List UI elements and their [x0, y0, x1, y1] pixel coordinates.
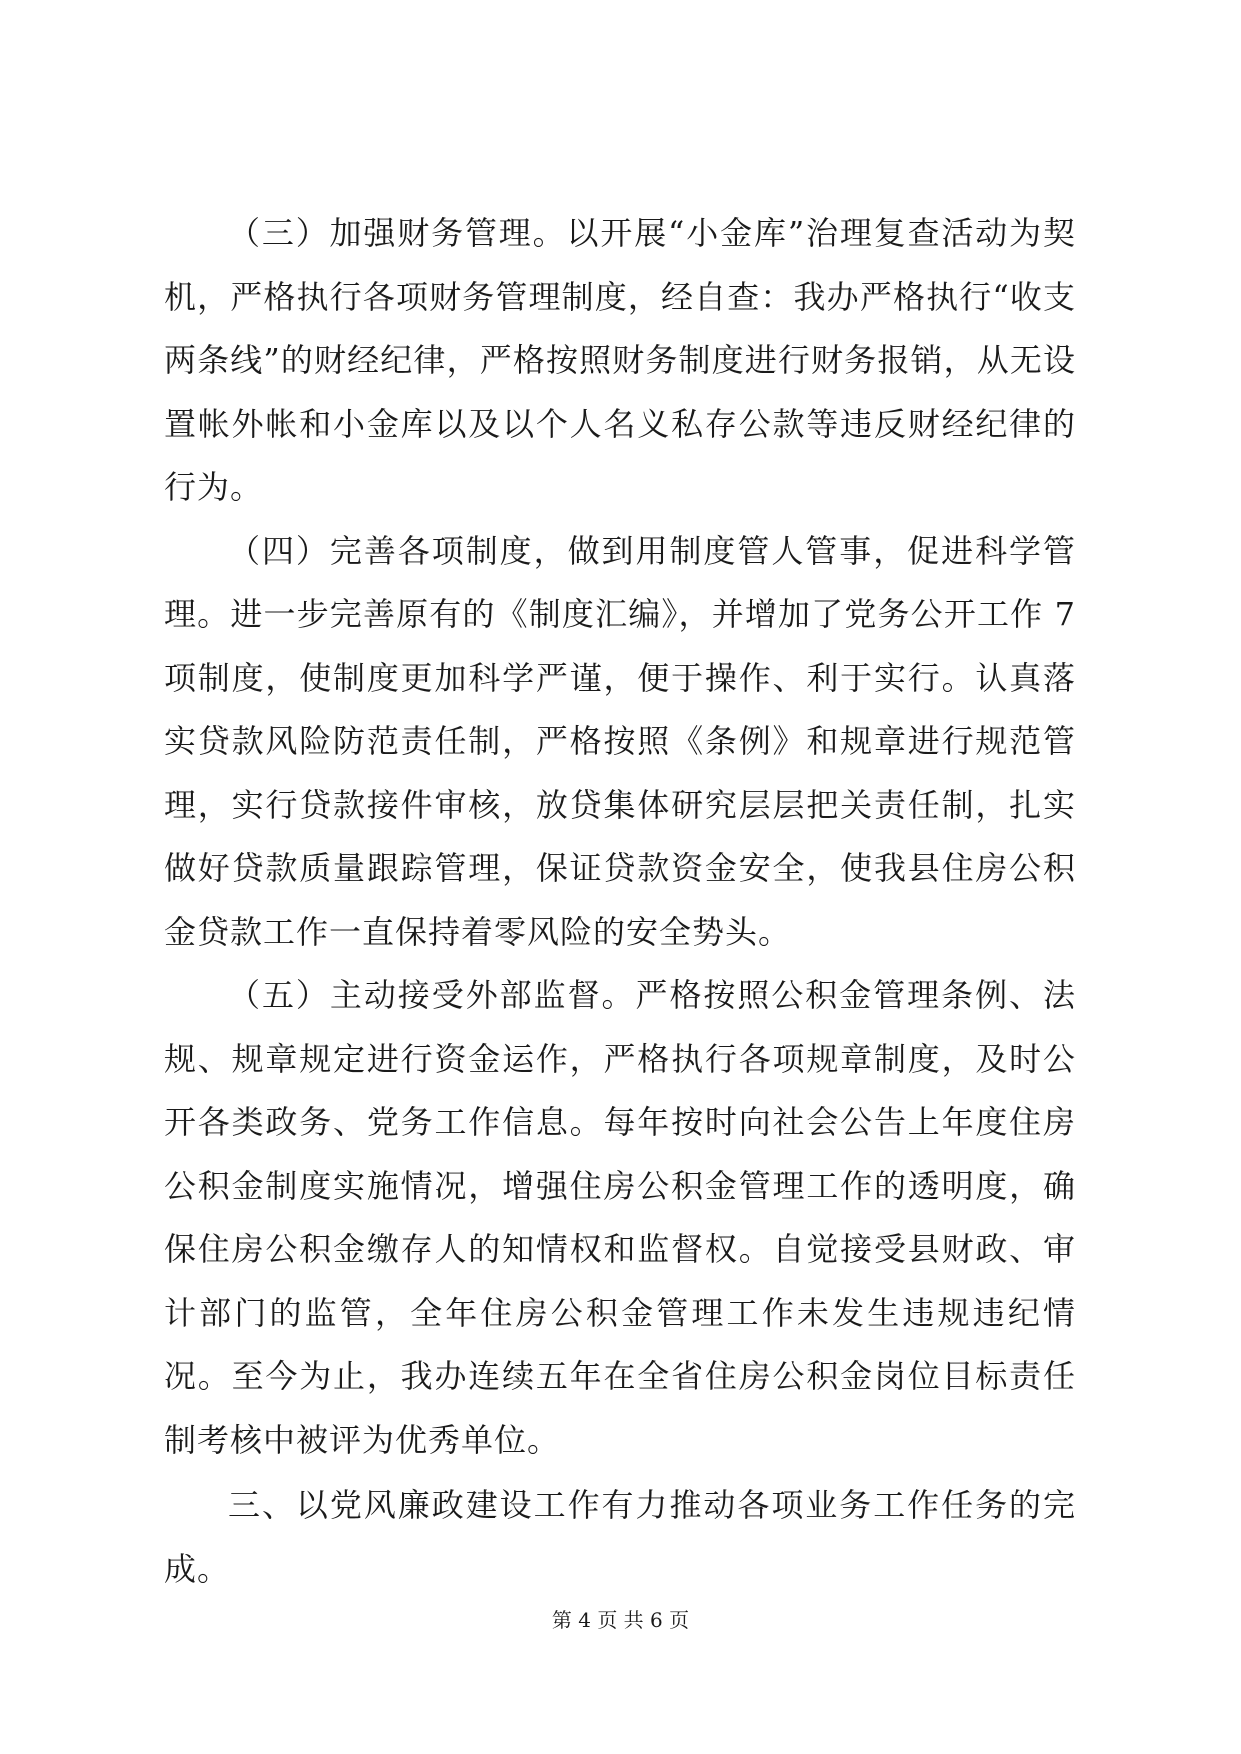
paragraph-improve-systems: （四）完善各项制度，做到用制度管人管事，促进科学管理。进一步完善原有的《制度汇编》，并增加了党务公开工作 7 项制度，使制度更加科学严谨，便于操作、利于实行。认真落实贷款风险防范责任制，严格按照《条例》和规章进行规范管理，实行贷款接件审核，放贷集体研究层层把关责任制，扎实做好贷款质量跟踪管理，保证贷款资金安全，使我县住房公积金贷款工作一直保持着零风险的安全势头。: [164, 531, 1076, 951]
section-heading-three: 三、以党风廉政建设工作有力推动各项业务工作任务的完成。: [164, 1486, 1076, 1588]
paragraph-external-supervision: （五）主动接受外部监督。严格按照公积金管理条例、法规、规章规定进行资金运作，严格执行各项规章制度，及时公开各类政务、党务工作信息。每年按时向社会公告上年度住房公积金制度实施情况，增强住房公积金管理工作的透明度，确保住房公积金缴存人的知情权和监督权。自觉接受县财政、审计部门的监管，全年住房公积金管理工作未发生违规违纪情况。至今为止，我办连续五年在全省住房公积金岗位目标责任制考核中被评为优秀单位。: [164, 976, 1076, 1459]
page-number-footer: 第 4 页 共 6 页: [551, 1608, 690, 1632]
document-body: [164, 202, 1076, 1601]
paragraph-finance-management: （三）加强财务管理。以开展“小金库”治理复查活动为契机，严格执行各项财务管理制度，经自查：我办严格执行“收支两条线”的财经纪律，严格按照财务制度进行财务报销，从无设置帐外帐和小金库以及以个人名义私存公款等违反财经纪律的行为。: [164, 214, 1076, 506]
